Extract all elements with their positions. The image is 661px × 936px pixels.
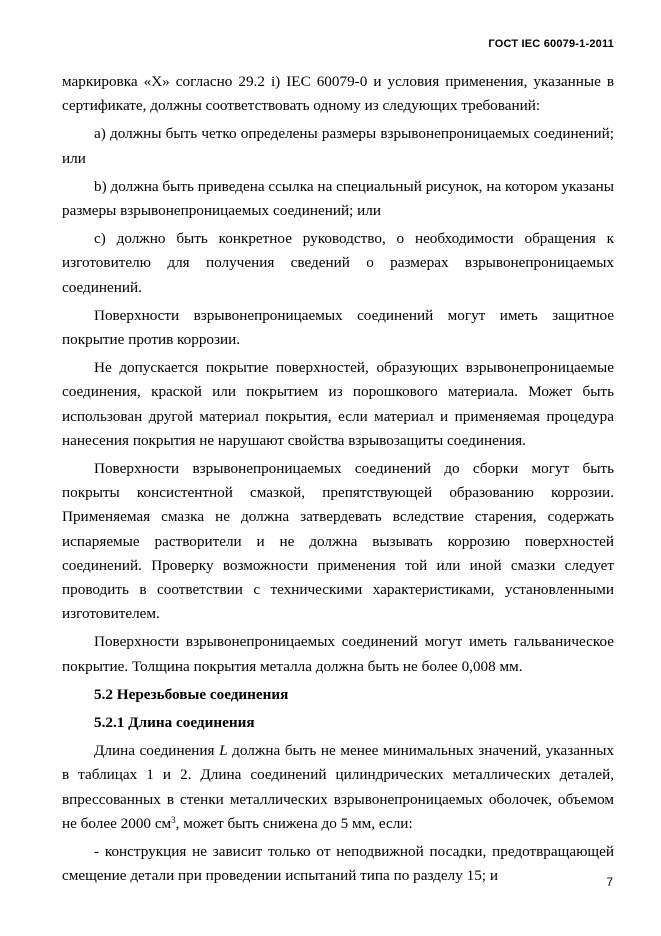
section-heading-5-2: 5.2 Нерезьбовые соединения xyxy=(94,685,289,703)
paragraph-grease: Поверхности взрывонепроницаемых соединений до сборки могут быть покрыты консистентной смазкой, препятствующей образованию коррозии. Применяемая смазка не должна затвердевать вследствие старения, содержать испаряемые растворители и не должна вызывать коррозию поверхностей соединений. Проверку возможности применения той или иной смазки следует проводить в соответствии с техническими характеристиками, установленными изготовителем. xyxy=(62,460,614,623)
joint-length-variable: L xyxy=(219,742,228,760)
paragraph-protective-coating: Поверхности взрывонепроницаемых соединений могут иметь защитное покрытие против коррозии. xyxy=(62,306,614,349)
list-item-dash: - конструкция не зависит только от неподвижной посадки, предотвращающей смещение детали при проведении испытаний типа по разделу 15; и xyxy=(62,843,614,885)
paragraph-paint-prohibition: Не допускается покрытие поверхностей, образующих взрывонепроницаемые соединения, краской или покрытием из порошкового материала. Может быть использован другой материал покрытия, если материал и применяемая процедура нанесения покрытия не нарушают свойства взрывозащиты соединения. xyxy=(62,359,614,449)
page-number: 7 xyxy=(606,875,613,889)
list-item-c: c) должно быть конкретное руководство, о необходимости обращения к изготовителю для получения сведений о размерах взрывонепроницаемых соединений. xyxy=(62,230,614,296)
paragraph-galvanic-coating: Поверхности взрывонепроницаемых соединений могут иметь гальваническое покрытие. Толщина покрытия металла должна быть не более 0,008 мм. xyxy=(62,633,614,675)
paragraph-joint-length xyxy=(62,739,614,836)
list-item-b: b) должна быть приведена ссылка на специальный рисунок, на котором указаны размеры взрывонепроницаемых соединений; или xyxy=(62,177,614,220)
document-body xyxy=(62,70,614,889)
section-heading-5-2-1: 5.2.1 Длина соединения xyxy=(94,714,255,732)
list-item-a: a) должны быть четко определены размеры взрывонепроницаемых соединений; или xyxy=(62,125,614,167)
joint-length-text-end: , может быть снижена до 5 мм, если: xyxy=(175,814,413,832)
cubic-superscript: 3 xyxy=(171,814,176,825)
paragraph-marking-requirements: маркировка «X» согласно 29.2 i) IEC 60079-0 и условия применения, указанные в сертификате, должны соответствовать одному из следующих требований: xyxy=(62,73,614,115)
joint-length-text-middle: должна быть не менее минимальных значений, указанных в таблицах 1 и 2. Длина соединений цилиндрических металлических деталей, впрессованных в стенки металлических взрывонепроницаемых оболочек, объемом не более 2000 см xyxy=(62,742,614,832)
joint-length-text-start: Длина соединения xyxy=(94,742,220,760)
standard-header: ГОСТ IEC 60079-1-2011 xyxy=(488,38,614,50)
